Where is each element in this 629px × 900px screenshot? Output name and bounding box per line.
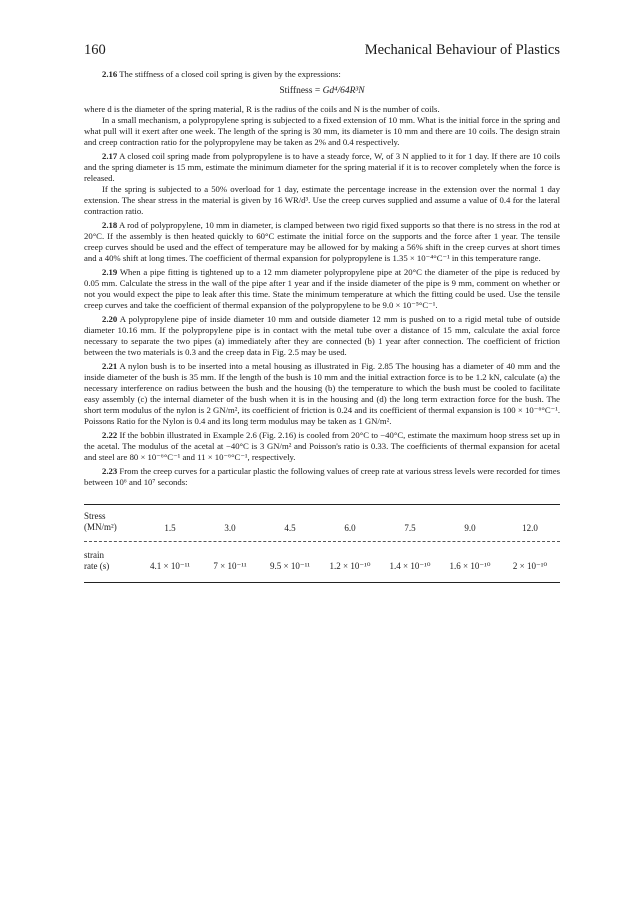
table-cell: 7 × 10⁻¹¹ — [213, 561, 247, 571]
problem-number: 2.19 — [102, 267, 118, 277]
table-cell: 9.5 × 10⁻¹¹ — [270, 561, 310, 571]
row-label-line: Stress — [84, 511, 106, 521]
stiffness-formula — [84, 86, 560, 97]
row-label-line: (MN/m²) — [84, 522, 117, 532]
table-cell: 3.0 — [224, 523, 236, 533]
table-row-stress — [84, 505, 560, 542]
table-cell: 12.0 — [522, 523, 538, 533]
problem-2-21 — [84, 361, 560, 427]
problem-text: A polypropylene pipe of inside diameter 10 mm and outside diameter 12 mm is pushed on to a rigid metal tube of outside diameter 10.16 mm. If the polypropylene pipe is in contact with the metal tube over a distance of 15 mm, calculate the axial force necessary to separate the two pipes (a) immediately after they are connected (b) 1 year after connection. The coefficient of friction between the two materials is 0.3 and the creep data in Fig. 2.5 may be used. — [84, 314, 560, 357]
problem-text: When a pipe fitting is tightened up to a 12 mm diameter polypropylene pipe at 20°C the diameter of the pipe is reduced by 0.05 mm. Calculate the stress in the wall of the pipe after 1 year and if the inside diameter of the pipe is 9 mm, comment on whether or not you would expect the pipe to leak after this time. State the minimum temperature at which the fitting could be used. Use the tensile creep curves and take the coefficient of thermal expansion of the polypropylene to be 9.0 × 10⁻⁵°C⁻¹. — [84, 267, 560, 310]
table-cell: 1.5 — [164, 523, 176, 533]
problem-text: A rod of polypropylene, 10 mm in diameter, is clamped between two rigid fixed supports so that there is no stress in the rod at 20°C. If the assembly is then heated quickly to 60°C estimate the initial force on the supports and the force after 1 year. The tensile creep curves should be used and the effect of temperature may be allowed for by making a 56% shift in the creep curves at short times and a 40% shift at long times. The coefficient of thermal expansion for polypropylene is 1.35 × 10⁻⁴°C⁻¹ in this temperature range. — [84, 220, 560, 263]
table-cell: 2 × 10⁻¹⁰ — [512, 561, 548, 571]
problem-text: From the creep curves for a particular plastic the following values of creep rate at various stress levels were recorded for times between 10⁶ and 10⁷ seconds: — [84, 466, 561, 487]
table-cell: 6.0 — [344, 523, 356, 533]
problem-2-23 — [84, 466, 560, 488]
problem-number: 2.20 — [102, 314, 118, 324]
problem-2-20 — [84, 314, 560, 358]
problem-number: 2.17 — [102, 151, 118, 161]
problem-text: If the bobbin illustrated in Example 2.6 (Fig. 2.16) is cooled from 20°C to −40°C, estimate the maximum hoop stress set up in the acetal. The modulus of the acetal at −40°C is 3 GN/m² and Poisson's ratio is 0.33. The coefficients of thermal expansion for acetal and steel are 80 × 10⁻⁶°C⁻¹ and 11 × 10⁻⁶°C⁻¹, respectively. — [84, 430, 561, 462]
running-header — [84, 42, 560, 59]
table-cell: 1.4 × 10⁻¹⁰ — [389, 561, 431, 571]
problem-text: where d is the diameter of the spring material, R is the radius of the coils and N is the number of coils. — [84, 104, 440, 114]
problem-text: If the spring is subjected to a 50% overload for 1 day, estimate the percentage increase in the extension over the normal 1 day extension. The shear stress in the material is given by 16 WR/d³. Use the creep curves supplied and assume a value of 0.4 for the lateral contraction ratio. — [84, 184, 560, 216]
table-cell: 4.1 × 10⁻¹¹ — [150, 561, 190, 571]
table-cell: 7.5 — [404, 523, 416, 533]
problem-2-16 — [84, 69, 560, 148]
table-cell: 4.5 — [284, 523, 296, 533]
problem-2-17 — [84, 151, 560, 217]
table-cell: 9.0 — [464, 523, 476, 533]
formula-lhs: Stiffness = — [279, 86, 323, 96]
creep-rate-table — [84, 504, 560, 583]
problem-number: 2.22 — [102, 430, 118, 440]
table-row-strain-rate — [84, 542, 560, 582]
problem-number: 2.16 — [102, 69, 118, 79]
row-label-line: rate (s) — [84, 561, 110, 571]
problem-text: A nylon bush is to be inserted into a metal housing as illustrated in Fig. 2.85 The housing has a diameter of 40 mm and the inside diameter of the bush is 35 mm. If the length of the bush is 10 mm and the initial extraction force is to be 1.2 kN, calculate (a) the necessary interference on radius between the bush and the housing (b) the temperature to which the bush must be cooled to facilitate easy assembly (c) the internal diameter of the bush when it is in the housing and (d) the long term extraction force for the bush. The short term modulus of the nylon is 2 GN/m², its coefficient of friction is 0.24 and its coefficient of thermal expansion is 100 × 10⁻⁶°C⁻¹. Poissons Ratio for the Nylon is 0.4 and its long term modulus may be taken as 1 GN/m². — [84, 361, 560, 426]
problem-number: 2.23 — [102, 466, 118, 476]
problem-number: 2.21 — [102, 361, 118, 371]
problem-text: A closed coil spring made from polypropylene is to have a steady force, W, of 3 N applied to it for 1 day. If there are 10 coils and the spring diameter is 15 mm, estimate the minimum diameter for the spring material if it is to recover completely when the force is released. — [84, 151, 560, 183]
row-label-line: strain — [84, 550, 104, 560]
table-cell: 1.6 × 10⁻¹⁰ — [449, 561, 491, 571]
row-label — [84, 550, 140, 572]
problem-text: In a small mechanism, a polypropylene spring is subjected to a fixed extension of 10 mm. What is the initial force in the spring and what pull will it exert after one week. The length of the spring is 30 mm, its diameter is 10 mm and there are 10 coils. The design strain and creep contraction ratio for the polypropylene may be taken as 2% and 0.4 respectively. — [84, 115, 560, 147]
problem-2-18 — [84, 220, 560, 264]
row-label — [84, 511, 140, 533]
page-number: 160 — [84, 42, 106, 58]
problem-number: 2.18 — [102, 220, 118, 230]
running-title: Mechanical Behaviour of Plastics — [364, 42, 560, 58]
formula-rhs: Gd⁴/64R³N — [322, 86, 365, 96]
problem-text: The stiffness of a closed coil spring is given by the expressions: — [119, 69, 341, 79]
problem-2-19 — [84, 267, 560, 311]
page — [84, 42, 560, 583]
table-cell: 1.2 × 10⁻¹⁰ — [329, 561, 371, 571]
problem-2-22 — [84, 430, 560, 463]
